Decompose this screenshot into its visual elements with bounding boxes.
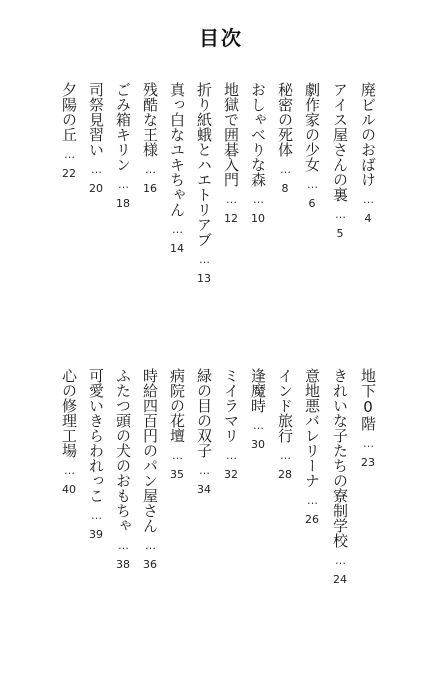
toc-entry-title: 劇作家の少女 [303, 82, 321, 172]
toc-entry-page: 14 [170, 242, 184, 255]
leader-dots: … [334, 208, 347, 221]
toc-entry-page: 20 [89, 182, 103, 195]
toc-entry-page: 30 [251, 438, 265, 451]
toc-entry-title: 残酷な王様 [141, 82, 159, 157]
toc-entry-page: 28 [278, 468, 292, 481]
leader-dots: … [225, 193, 238, 206]
toc-entry-title: 折り紙蛾とハエトリアブ [195, 82, 213, 247]
toc-entry [356, 82, 380, 225]
toc-entry-page: 18 [116, 197, 130, 210]
toc-entry-page: 40 [62, 483, 76, 496]
leader-dots: … [198, 253, 211, 266]
toc-entry-page: 23 [361, 456, 375, 469]
toc-entry-title: 地獄で囲碁入門 [222, 82, 240, 187]
leader-dots: … [144, 163, 157, 176]
leader-dots: … [63, 464, 76, 477]
leader-dots: … [306, 178, 319, 191]
leader-dots: … [90, 509, 103, 522]
toc-entry-title: 夕陽の丘 [60, 82, 78, 142]
toc-entry-title: 逢魔時 [249, 368, 267, 413]
toc-entry [300, 368, 324, 526]
leader-dots: … [63, 148, 76, 161]
leader-dots: … [279, 449, 292, 462]
toc-entry [192, 368, 216, 496]
toc-entry-title: ごみ箱キリン [114, 82, 132, 172]
toc-entry [273, 82, 297, 195]
toc-entry [273, 368, 297, 481]
toc-entry [219, 368, 243, 481]
toc-entry-page: 5 [336, 227, 344, 240]
leader-dots: … [90, 163, 103, 176]
toc-entry [138, 368, 162, 571]
toc-entry-title: 司祭見習い [87, 82, 105, 157]
toc-entry-title: ふたつ頭の犬のおもちゃ [114, 368, 132, 533]
toc-entry-title: ミイラマリ [222, 368, 240, 443]
toc-entry [246, 368, 270, 451]
page-title: 目次 [199, 26, 243, 50]
leader-dots: … [117, 178, 130, 191]
toc-entry-page: 36 [143, 558, 157, 571]
toc-entry-page: 38 [116, 558, 130, 571]
toc-entry-page: 34 [197, 483, 211, 496]
toc-entry [165, 82, 189, 255]
toc-entry-title: 秘密の死体 [276, 82, 294, 157]
leader-dots: … [362, 437, 375, 450]
toc-entry [57, 82, 81, 180]
toc-entry-page: 13 [197, 272, 211, 285]
toc-entry [219, 82, 243, 225]
toc-entry [328, 368, 352, 586]
leader-dots: … [117, 539, 130, 552]
toc-entry-page: 32 [224, 468, 238, 481]
leader-dots: … [362, 193, 375, 206]
toc-entry [84, 82, 108, 195]
toc-entry-title: 可愛いきらわれっこ [87, 368, 105, 503]
toc-entry [165, 368, 189, 481]
toc-entry [111, 82, 135, 210]
toc-entry-title: 意地悪バレリーナ [303, 368, 321, 488]
toc-entry-title: 地下0階 [359, 368, 377, 431]
toc-entry-title: おしゃべりな森 [249, 82, 267, 187]
leader-dots: … [171, 449, 184, 462]
toc-entry [328, 82, 352, 240]
toc-entry-page: 8 [281, 182, 289, 195]
toc-entry-title: 真っ白なユキちゃん [168, 82, 186, 217]
leader-dots: … [225, 449, 238, 462]
toc-entry [300, 82, 324, 210]
toc-entry [111, 368, 135, 571]
leader-dots: … [252, 419, 265, 432]
toc-entry-title: 心の修理工場 [60, 368, 78, 458]
toc-entry-title: 時給四百円のパン屋さん [141, 368, 159, 533]
toc-entry-title: きれいな子たちの寮制学校 [331, 368, 349, 548]
toc-entry-page: 6 [308, 197, 316, 210]
toc-entry-title: アイス屋さんの裏 [331, 82, 349, 202]
toc-entry-page: 22 [62, 167, 76, 180]
toc-entry-page: 24 [333, 573, 347, 586]
toc-entry-page: 4 [364, 212, 372, 225]
leader-dots: … [144, 539, 157, 552]
toc-entry [246, 82, 270, 225]
toc-entry-page: 39 [89, 528, 103, 541]
leader-dots: … [334, 554, 347, 567]
toc-entry-page: 35 [170, 468, 184, 481]
toc-entry-page: 12 [224, 212, 238, 225]
toc-entry [84, 368, 108, 541]
toc-entry-page: 26 [305, 513, 319, 526]
toc-entry [57, 368, 81, 496]
leader-dots: … [306, 494, 319, 507]
leader-dots: … [171, 223, 184, 236]
toc-entry [192, 82, 216, 285]
toc-entry [356, 368, 380, 469]
toc-entry [138, 82, 162, 195]
leader-dots: … [279, 163, 292, 176]
toc-entry-title: 緑の目の双子 [195, 368, 213, 458]
toc-entry-title: 廃ビルのおばけ [359, 82, 377, 187]
leader-dots: … [252, 193, 265, 206]
leader-dots: … [198, 464, 211, 477]
toc-entry-title: インド旅行 [276, 368, 294, 443]
toc-entry-page: 16 [143, 182, 157, 195]
toc-entry-title: 病院の花壇 [168, 368, 186, 443]
toc-entry-page: 10 [251, 212, 265, 225]
